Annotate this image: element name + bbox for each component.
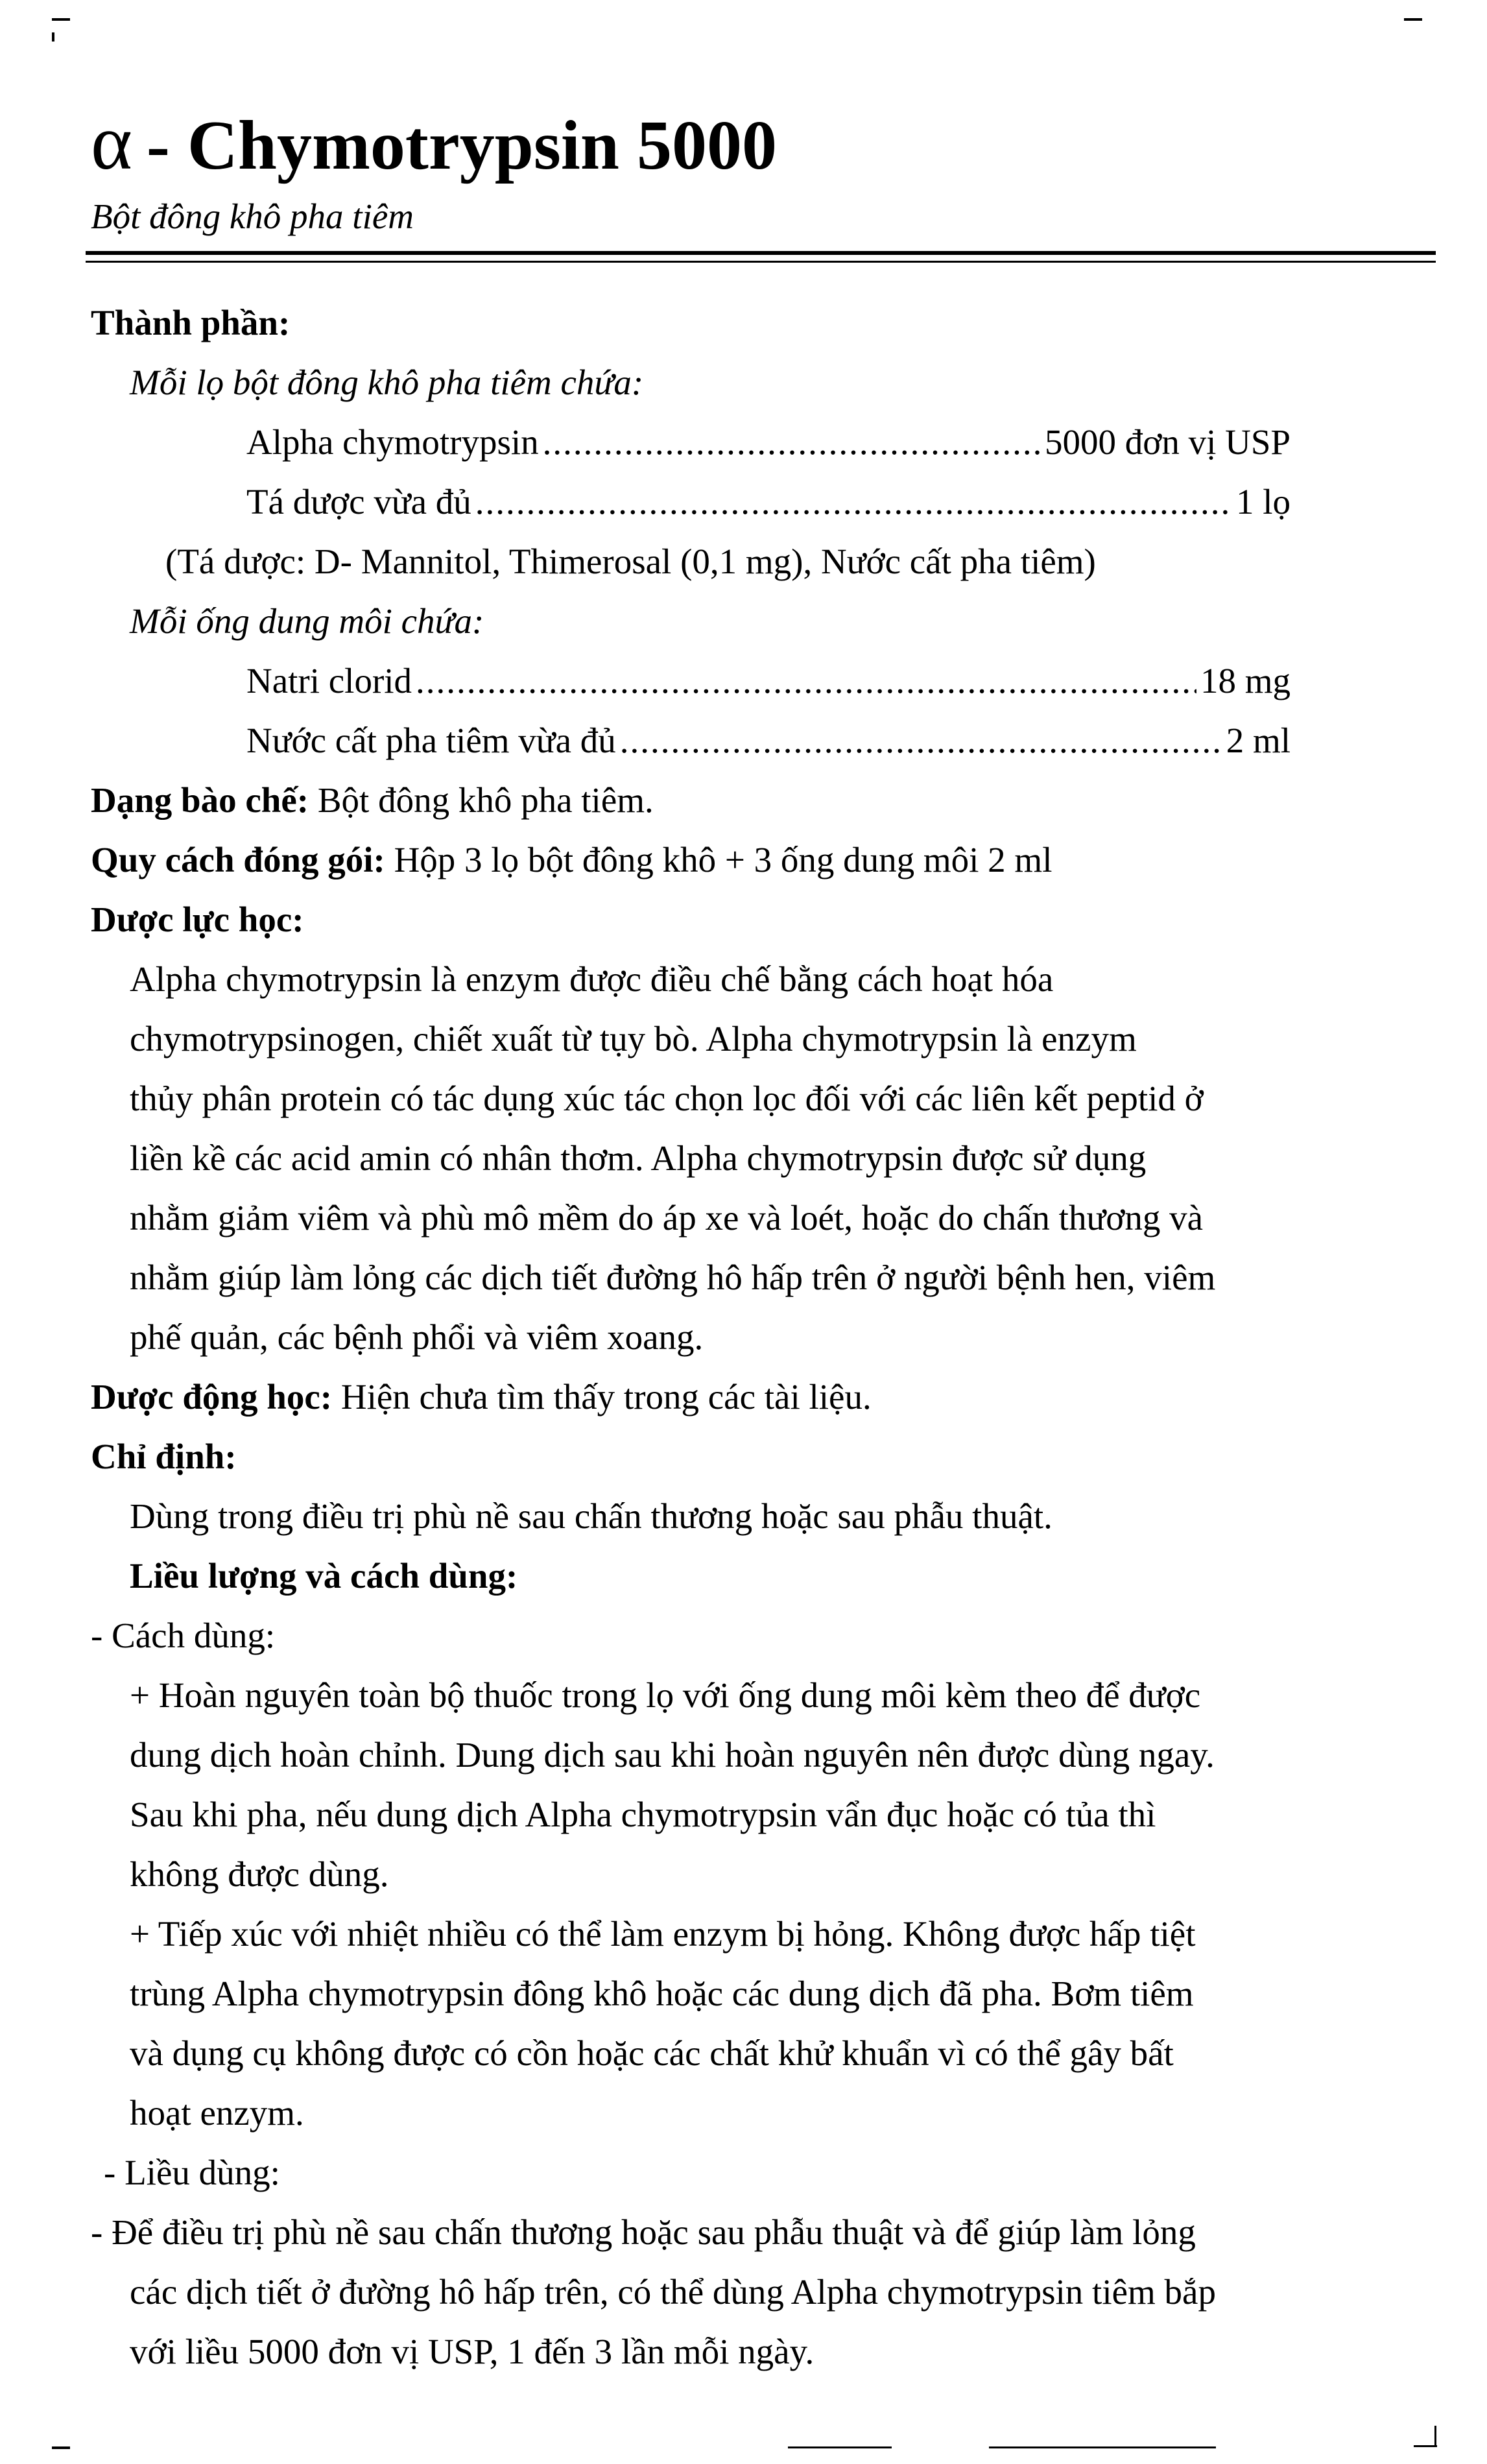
ingredient-name: Tá dược vừa đủ bbox=[246, 482, 471, 521]
packaging-label: Quy cách đóng gói: bbox=[91, 840, 385, 879]
dot-leader bbox=[620, 711, 1222, 771]
ingredient-amount: 1 lọ bbox=[1235, 482, 1291, 521]
ingredient-row bbox=[91, 711, 1291, 771]
ingredient-row bbox=[91, 651, 1291, 711]
leaflet-body bbox=[91, 293, 1436, 2382]
dose-label: - Liều dùng: bbox=[104, 2153, 280, 2192]
pharmacokinetics-label: Dược động học: bbox=[91, 1377, 333, 1417]
dosage-form-line bbox=[91, 771, 1436, 830]
crop-mark-bottom-line-2 bbox=[989, 2446, 1216, 2448]
dot-leader bbox=[543, 413, 1041, 472]
ingredient-name: Alpha chymotrypsin bbox=[246, 422, 539, 462]
composition-heading: Thành phần: bbox=[91, 303, 291, 342]
text-line: hoạt enzym. bbox=[130, 2093, 304, 2133]
ingredient-amount: 18 mg bbox=[1200, 661, 1291, 700]
ingredient-name: Nước cất pha tiêm vừa đủ bbox=[246, 721, 616, 760]
pharmacodynamics-text bbox=[91, 950, 1436, 1367]
ingredient-row bbox=[91, 472, 1291, 532]
excipients-note: (Tá dược: D- Mannitol, Thimerosal (0,1 mg), Nước cất pha tiêm) bbox=[165, 542, 1096, 581]
text-line: trùng Alpha chymotrypsin đông khô hoặc các dung dịch đã pha. Bơm tiêm bbox=[130, 1974, 1194, 2013]
text-line: phế quản, các bệnh phổi và viêm xoang. bbox=[130, 1317, 704, 1357]
usage-paragraph-1 bbox=[91, 1666, 1436, 1904]
dot-leader bbox=[416, 651, 1196, 711]
text-line: + Hoàn nguyên toàn bộ thuốc trong lọ với ống dung môi kèm theo để được bbox=[130, 1675, 1201, 1715]
indications-heading: Chỉ định: bbox=[91, 1437, 237, 1476]
vial-intro: Mỗi lọ bột đông khô pha tiêm chứa: bbox=[130, 363, 644, 402]
alpha-symbol: α bbox=[91, 99, 132, 186]
crop-mark-bottom-left bbox=[52, 2446, 70, 2449]
text-line: liền kề các acid amin có nhân thơm. Alpha chymotrypsin được sử dụng bbox=[130, 1138, 1147, 1178]
text-line: nhằm giảm viêm và phù mô mềm do áp xe và loét, hoặc do chấn thương và bbox=[130, 1198, 1203, 1238]
product-title-text: - Chymotrypsin 5000 bbox=[146, 107, 777, 184]
product-title bbox=[91, 97, 777, 188]
text-line: và dụng cụ không được có cồn hoặc các chất khử khuẩn vì có thể gây bất bbox=[130, 2033, 1174, 2073]
header-rule-thick bbox=[86, 251, 1436, 255]
dosage-form-label: Dạng bào chế: bbox=[91, 780, 309, 820]
ingredient-amount: 2 ml bbox=[1226, 721, 1291, 760]
dosage-form-text: Bột đông khô pha tiêm. bbox=[317, 780, 654, 820]
text-line: nhằm giúp làm lỏng các dịch tiết đường hô hấp trên ở người bệnh hen, viêm bbox=[130, 1258, 1216, 1297]
text-line: Alpha chymotrypsin là enzym được điều chế bằng cách hoạt hóa bbox=[130, 959, 1054, 999]
pharmacodynamics-heading: Dược lực học: bbox=[91, 900, 304, 939]
indications-text: Dùng trong điều trị phù nề sau chấn thương hoặc sau phẫu thuật. bbox=[130, 1496, 1053, 1536]
product-subtitle: Bột đông khô pha tiêm bbox=[91, 197, 414, 236]
ingredient-name: Natri clorid bbox=[246, 661, 412, 700]
text-line: chymotrypsinogen, chiết xuất từ tụy bò. Alpha chymotrypsin là enzym bbox=[130, 1019, 1137, 1059]
text-line: Sau khi pha, nếu dung dịch Alpha chymotrypsin vẩn đục hoặc có tủa thì bbox=[130, 1795, 1156, 1834]
crop-mark-bottom-right-tick bbox=[1434, 2426, 1436, 2447]
crop-mark-top-right bbox=[1404, 18, 1422, 21]
text-line: dung dịch hoàn chỉnh. Dung dịch sau khi hoàn nguyên nên được dùng ngay. bbox=[130, 1735, 1215, 1775]
ingredient-amount: 5000 đơn vị USP bbox=[1044, 422, 1291, 462]
header-rule-thin bbox=[86, 261, 1436, 263]
dot-leader bbox=[475, 472, 1232, 532]
crop-mark-bottom-line bbox=[788, 2446, 892, 2448]
crop-mark-bottom-right bbox=[1414, 2445, 1437, 2447]
packaging-line bbox=[91, 830, 1436, 890]
dose-line: các dịch tiết ở đường hô hấp trên, có thể dùng Alpha chymotrypsin tiêm bắp bbox=[130, 2272, 1216, 2312]
usage-label: - Cách dùng: bbox=[91, 1616, 276, 1655]
dose-line: với liều 5000 đơn vị USP, 1 đến 3 lần mỗi ngày. bbox=[130, 2332, 815, 2371]
usage-paragraph-2 bbox=[91, 1904, 1436, 2143]
packaging-text: Hộp 3 lọ bột đông khô + 3 ống dung môi 2 ml bbox=[394, 840, 1053, 879]
text-line: + Tiếp xúc với nhiệt nhiều có thể làm enzym bị hỏng. Không được hấp tiệt bbox=[130, 1914, 1196, 1954]
ingredient-row bbox=[91, 413, 1291, 472]
text-line: không được dùng. bbox=[130, 1854, 389, 1894]
dosage-heading: Liều lượng và cách dùng: bbox=[130, 1556, 518, 1596]
crop-mark-top-left-tick bbox=[52, 32, 54, 42]
text-line: thủy phân protein có tác dụng xúc tác chọn lọc đối với các liên kết peptid ở bbox=[130, 1079, 1204, 1118]
pharmacokinetics-text: Hiện chưa tìm thấy trong các tài liệu. bbox=[340, 1377, 872, 1417]
crop-mark-top-left bbox=[52, 18, 70, 21]
pharmacokinetics-line bbox=[91, 1367, 1436, 1427]
ampoule-intro: Mỗi ống dung môi chứa: bbox=[130, 601, 484, 641]
dose-line: - Để điều trị phù nề sau chấn thương hoặc sau phẫu thuật và để giúp làm lỏng bbox=[91, 2212, 1196, 2252]
